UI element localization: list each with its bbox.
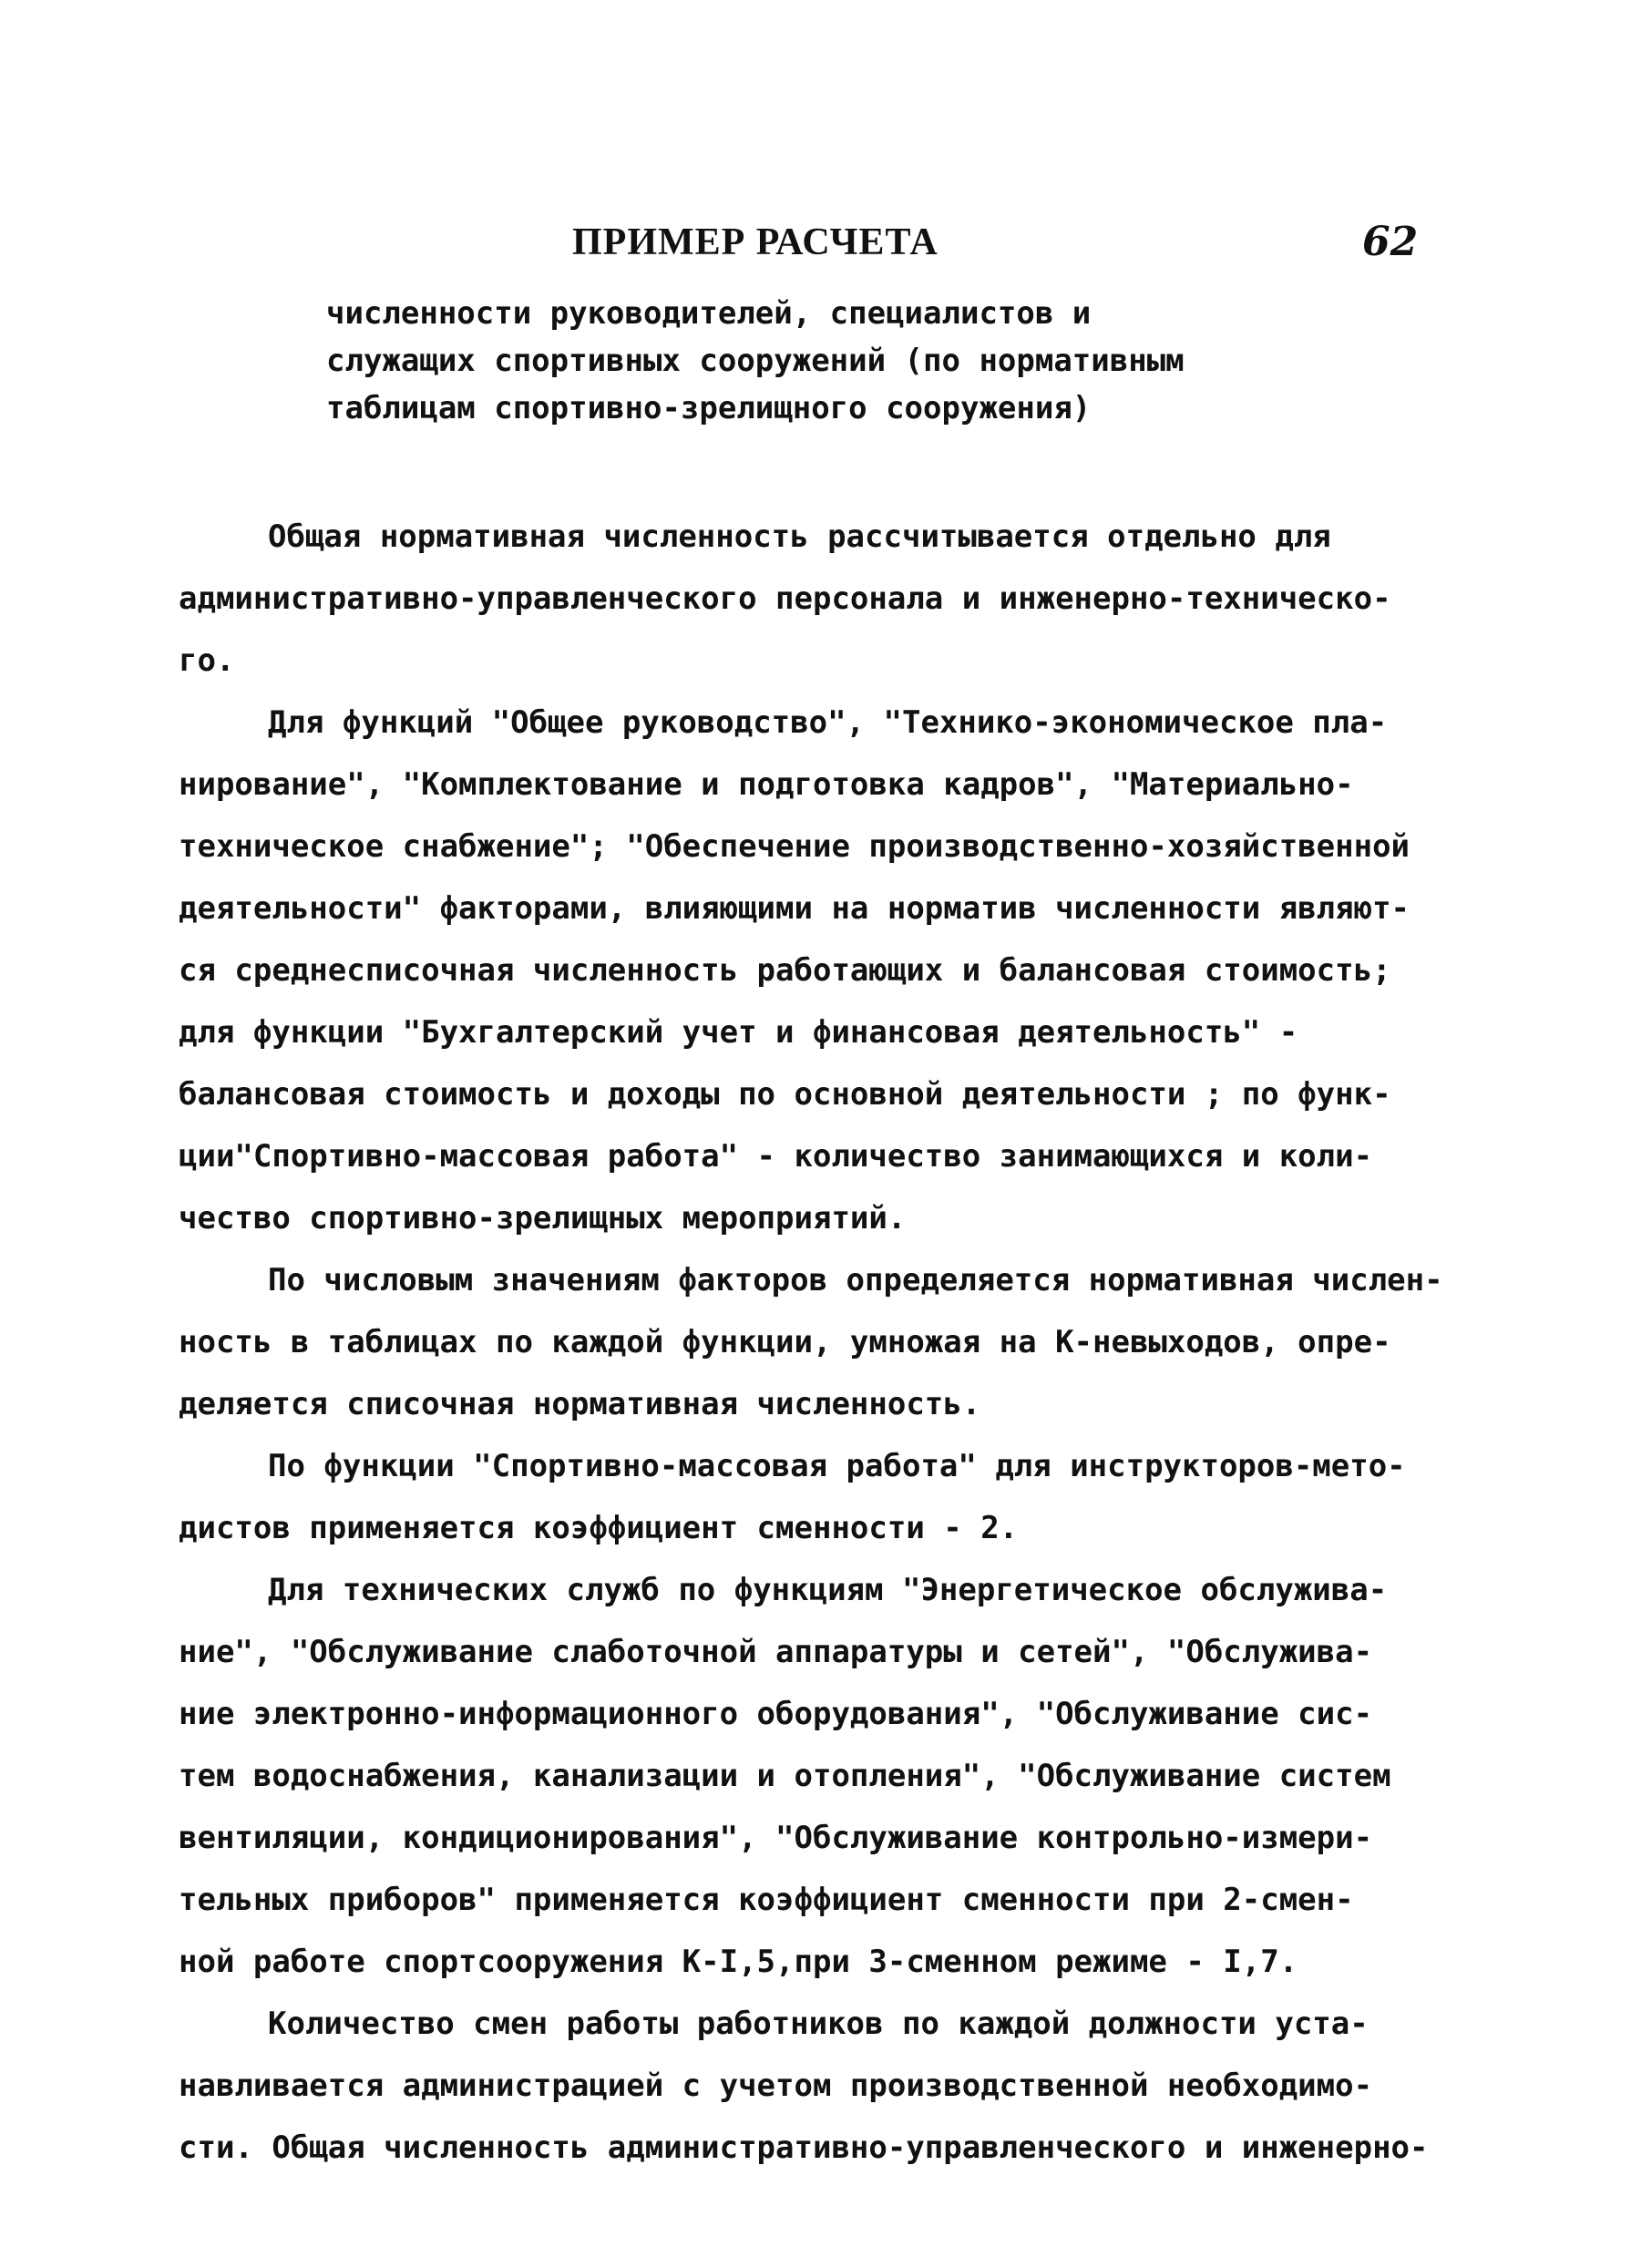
paragraph-first-line: Для функций "Общее руководство", "Технико-экономическое пла-: [268, 704, 1388, 741]
subtitle: [326, 290, 1420, 432]
paragraph-first-line: Для технических служб по функциям "Энергетическое обслужива-: [268, 1572, 1388, 1608]
text-line: техническое снабжение"; "Обеспечение производственно-хозяйственной: [179, 828, 1410, 865]
text-line: ние", "Обслуживание слаботочной аппаратуры и сетей", "Обслужива-: [179, 1634, 1373, 1670]
text-line: нирование", "Комплектование и подготовка кадров", "Материально-: [179, 766, 1354, 803]
page-heading: ПРИМЕР РАСЧЕТА: [572, 221, 939, 263]
text-line: ной работе спортсооружения К-I,5,при 3-сменном режиме - I,7.: [179, 1944, 1298, 1980]
page-header: [0, 0, 1631, 273]
paragraph-first-line: Общая нормативная численность рассчитывается отдельно для: [268, 518, 1331, 555]
text-line: дистов применяется коэффициент сменности - 2.: [179, 1510, 1019, 1546]
text-line: ции"Спортивно-массовая работа" - количество занимающихся и коли-: [179, 1138, 1373, 1175]
subtitle-line: служащих спортивных сооружений (по нормативным: [326, 343, 1185, 379]
paragraph-first-line: По функции "Спортивно-массовая работа" для инструкторов-мето-: [268, 1448, 1406, 1484]
text-line: сти. Общая численность административно-управленческого и инженерно-: [179, 2129, 1429, 2166]
body-text: [179, 506, 1509, 2179]
paragraph-first-line: По числовым значениям факторов определяется нормативная числен-: [268, 1262, 1443, 1298]
subtitle-line: численности руководителей, специалистов и: [326, 295, 1092, 332]
text-line: ность в таблицах по каждой функции, умножая на К-невыходов, опре-: [179, 1324, 1391, 1360]
text-line: балансовая стоимость и доходы по основной деятельности ; по функ-: [179, 1076, 1391, 1113]
text-line: го.: [179, 642, 235, 679]
text-line: тельных приборов" применяется коэффициент сменности при 2-смен-: [179, 1882, 1354, 1918]
text-line: ние электронно-информационного оборудования", "Обслуживание сис-: [179, 1696, 1373, 1732]
text-line: чество спортивно-зрелищных мероприятий.: [179, 1200, 907, 1237]
page-number: 62: [1362, 219, 1419, 265]
text-line: для функции "Бухгалтерский учет и финансовая деятельность" -: [179, 1014, 1298, 1051]
paragraph-first-line: Количество смен работы работников по каждой должности уста-: [268, 2006, 1369, 2042]
text-line: навливается администрацией с учетом производственной необходимо-: [179, 2068, 1373, 2104]
text-line: вентиляции, кондиционирования", "Обслуживание контрольно-измери-: [179, 1820, 1373, 1856]
text-line: деляется списочная нормативная численность.: [179, 1386, 981, 1422]
text-line: деятельности" факторами, влияющими на норматив численности являют-: [179, 890, 1410, 927]
text-line: ся среднесписочная численность работающих и балансовая стоимость;: [179, 952, 1391, 989]
subtitle-line: таблицам спортивно-зрелищного сооружения): [326, 390, 1092, 426]
text-line: административно-управленческого персонала и инженерно-техническо-: [179, 580, 1391, 617]
text-line: тем водоснабжения, канализации и отопления", "Обслуживание систем: [179, 1758, 1391, 1794]
